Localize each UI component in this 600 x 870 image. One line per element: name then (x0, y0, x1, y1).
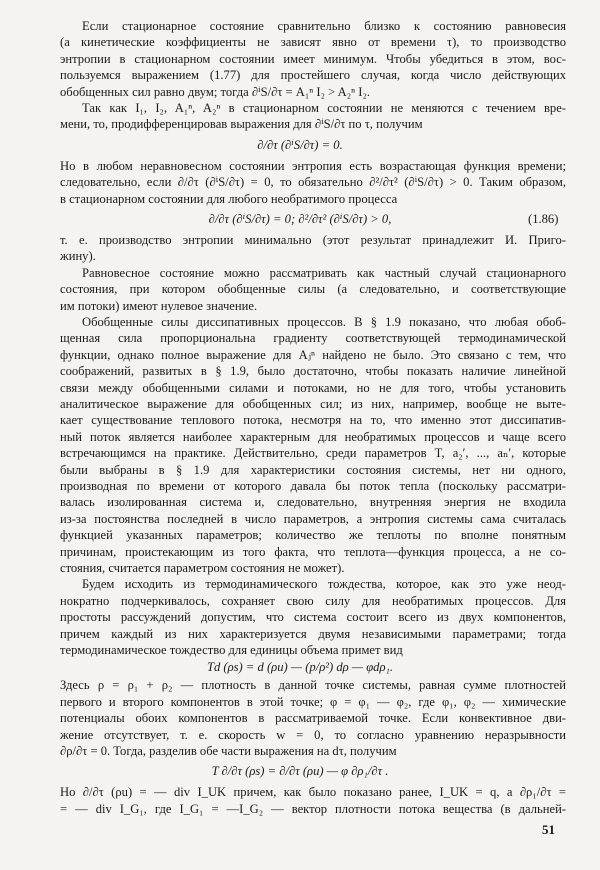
text-line: (а кинетические коэффициенты не зависят явно от времени τ), то производство (60, 35, 566, 50)
equation-body: ∂/∂τ (∂ⁱS/∂τ) = 0; ∂²/∂τ² (∂ⁱS/∂τ) > 0, (208, 212, 392, 226)
equation-identity: Td (ρs) = d (ρu) — (p/ρ²) dρ — φdρ₁. (206, 660, 394, 675)
text-line: энтропии в стационарном состоянии имеет минимум. Чтобы убедиться в этом, вос- (60, 51, 566, 66)
text-line: причем каждый из них характеризуется двумя независимыми параметрами; тогда (60, 626, 566, 641)
text-line: производная по времени от которого давала бы поток тепла (поскольку рассматри- (60, 479, 566, 493)
text-line: щенная сила пропорциональна градиенту соответствующей термодинамической (60, 331, 566, 346)
text-line: были выбраны в § 1.9 для характеристики состояния системы, нет ни одного, (60, 462, 566, 477)
text-line: состояния, при котором обобщенные силы (а следовательно, и соответствующие (60, 282, 566, 297)
text-line: ный поток является наиболее характерным для необратимых процессов и чаще всего (60, 429, 566, 444)
text-line: аналитическое выражение для обобщенных сил; из них, например, вообще не выте- (60, 397, 566, 411)
page-number: 51 (542, 822, 555, 838)
text-line: Если стационарное состояние сравнительно близко к состоянию равновесия (82, 19, 566, 33)
text-line: причинам, проистекающим из того факта, что теплота—функция процесса, а не со- (60, 544, 566, 559)
text-line: Так как I₁, I₂, A₁ⁿ, A₂ⁿ в стационарном состоянии не меняются с течением вре- (82, 101, 566, 115)
text-line: жину). (60, 249, 96, 264)
text-line: им потоки) имеют нулевое значение. (60, 298, 258, 313)
equation-1-86 (0, 207, 600, 231)
text-line: жение отсутствует, т. е. скорость w = 0, то согласно уравнению неразрывности (60, 727, 566, 742)
text-line: пользуемся выражением (1.77) для простейшего случая, когда число действующих (60, 68, 566, 83)
equation-number: (1.86) (528, 212, 559, 226)
text-line: Но в любом неравновесном состоянии энтропия есть возрастающая функция времени; (60, 158, 566, 173)
equation-derivative: T ∂/∂τ (ρs) = ∂/∂τ (ρu) — φ ∂ρ₁/∂τ . (211, 764, 389, 779)
text-line: простоты рассуждений допустим, что система состоит всего из двух компонентов, (60, 610, 566, 625)
text-line: обобщенных сил равно двум; тогда ∂ⁱS/∂τ = A₁ⁿ I₂ > A₂ⁿ I₂. (60, 84, 371, 99)
equation-1: ∂/∂τ (∂ⁱS/∂τ) = 0. (257, 137, 343, 152)
text-line: стояния, считается параметром состояния не может). (60, 561, 345, 575)
text-line: нократно подчеркивалось, сохраняет свою силу для необратимых процессов. Для (60, 593, 566, 608)
text-line: первого и второго компонентов в этой точке; φ = φ₁ — φ₂, где φ₁, φ₂ — химические (60, 694, 566, 709)
text-line: в стационарном состоянии для любого необратимого процесса (60, 191, 398, 206)
text-line: связи между обобщенными силами и потоками, но не для того, чтобы установить (60, 380, 566, 395)
text-line: из-за постоянства последней в число параметров, а энтропия системы сама считалась (60, 511, 566, 526)
text-line: потенциалы обоих компонентов в рассматриваемой точке. Если конвективное дви- (60, 711, 566, 726)
text-line: Но ∂/∂τ (ρu) = — div I_UK причем, как было показано ранее, I_UK = q, а ∂ρ₁/∂τ = (60, 785, 566, 800)
text-line: функцией указанных параметров; количество же теплоты по вполне понятным (60, 528, 566, 543)
text-line: Будем исходить из термодинамического тождества, которое, как это уже неод- (82, 577, 566, 592)
text-line: Здесь ρ = ρ₁ + ρ₂ — плотность в данной точке системы, равная сумме плотностей (60, 678, 566, 693)
section-heading-line: Обобщенные силы диссипативных процессов. В § 1.9 показано, что любая обоб- (82, 315, 566, 329)
text-line: термодинамическое тождество для единицы объема примет вид (60, 643, 403, 657)
text-line: Равновесное состояние можно рассматривать как частный случай стационарного (82, 265, 566, 280)
text-line: валась изолированная система и, следовательно, внутренняя энергия не входила (60, 495, 566, 510)
text-line: = — div I_G₁, где I_G₁ = —I_G₂ — вектор плотности потока вещества (в дальней- (60, 801, 566, 816)
text-line: кает существование теплового потока, несмотря на то, что именно этот диссипатив- (60, 413, 566, 428)
text-line: ∂ρ/∂τ = 0. Тогда, разделив обе части выражения на dτ, получим (60, 744, 397, 758)
text-line: функции, однако полное выражение для Aⱼⁿ найдено не было. Это связано с тем, что (60, 347, 566, 362)
text-line: встречающимся на практике. Действительно, среди параметров T, a₂′, ..., aₙ′, которые (60, 446, 566, 461)
text-line: следовательно, если ∂/∂τ (∂ⁱS/∂τ) = 0, то обязательно ∂²/∂τ² (∂ⁱS/∂τ) > 0. Таким образом, (60, 175, 566, 190)
text-line: соображений, развитых в § 1.9, было достаточно, чтобы показать наличие линейной (60, 364, 566, 379)
text-line: т. е. производство энтропии минимально (этот результат принадлежит И. Приго- (60, 233, 566, 247)
text-line: мени, то, продифференцировав выражения для ∂ⁱS/∂τ по τ, получим (60, 117, 423, 132)
